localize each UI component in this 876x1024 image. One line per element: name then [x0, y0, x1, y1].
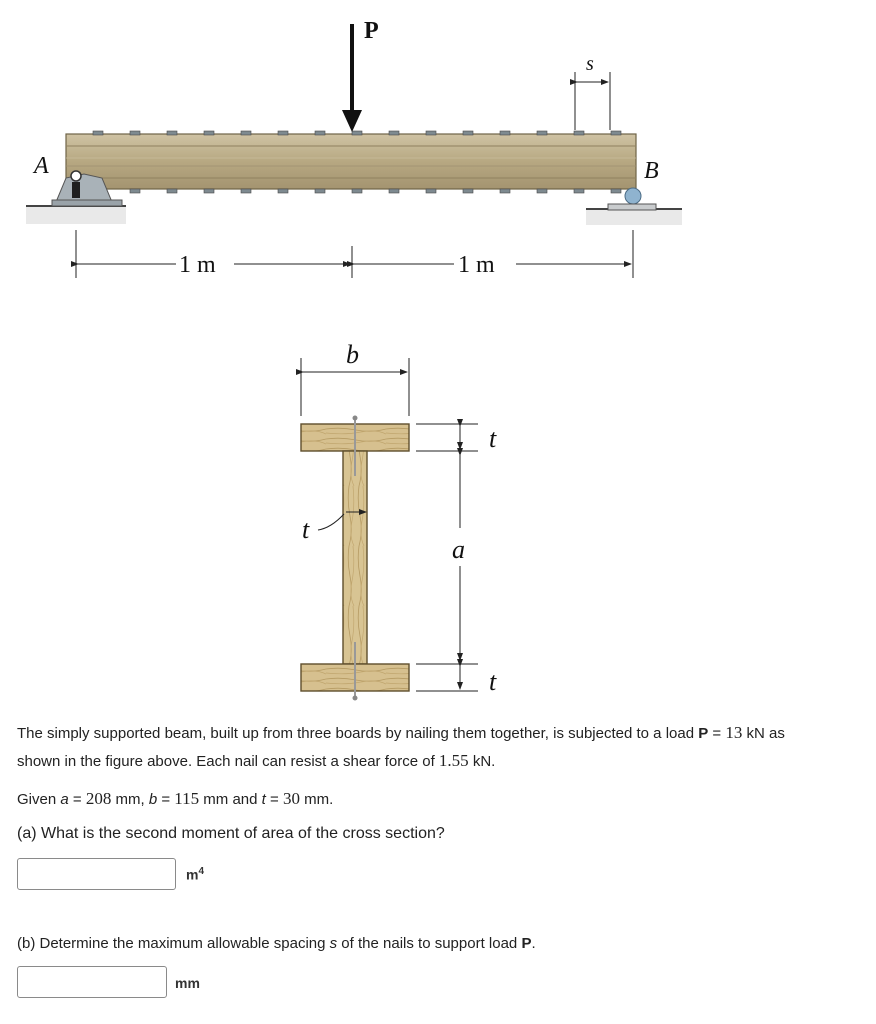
- ground-left: [26, 206, 126, 224]
- part-b-question: (b) Determine the maximum allowable spacing s of the nails to support load P.: [17, 935, 536, 952]
- bottom-flange-thickness-label: t: [489, 667, 497, 696]
- part-a-answer-input[interactable]: [17, 858, 176, 890]
- problem-figure: [26, 6, 690, 710]
- part-a-unit: $m^4$: [186, 866, 205, 883]
- problem-statement-line-1: The simply supported beam, built up from three boards by nailing them together, is subjected to a load P = 13 kN as: [17, 723, 785, 742]
- ground-right: [586, 209, 682, 225]
- top-flange-thickness-label: t: [489, 424, 497, 453]
- part-a-question: (a) What is the second moment of area of the cross section?: [17, 825, 445, 842]
- nail-capacity-value: 1.55: [438, 751, 469, 770]
- spacing-label: s: [586, 53, 594, 75]
- load-label: P: [364, 18, 379, 44]
- part-b-answer-input[interactable]: [17, 966, 167, 998]
- nail-head: [241, 189, 251, 193]
- load-arrow-p: [342, 24, 362, 132]
- support-label-b: B: [644, 158, 659, 184]
- span-dimension: [76, 230, 633, 278]
- nail-head: [500, 189, 510, 193]
- nail-head: [611, 131, 621, 135]
- nail-head: [130, 189, 140, 193]
- nail-head: [352, 189, 362, 193]
- spacing-dimension: [575, 72, 610, 130]
- nail-head: [93, 131, 103, 135]
- web-height-label: a: [452, 535, 465, 564]
- b-value: 115: [174, 789, 200, 808]
- nail-head: [315, 189, 325, 193]
- nail-head: [500, 131, 510, 135]
- t-value: 30: [282, 789, 300, 808]
- nail-head: [574, 131, 584, 135]
- nail-head: [352, 131, 362, 135]
- nail-head: [611, 189, 621, 193]
- nail-head: [204, 189, 214, 193]
- nail-head: [574, 189, 584, 193]
- nail-head: [463, 189, 473, 193]
- nail-head: [426, 189, 436, 193]
- height-dimensions: [416, 424, 478, 691]
- a-value: 208: [85, 789, 112, 808]
- span-label-right: 1 m: [458, 252, 495, 278]
- span-label-left: 1 m: [179, 252, 216, 278]
- nail-head: [167, 189, 177, 193]
- nail-head: [315, 131, 325, 135]
- load-value: 13: [725, 723, 743, 742]
- nail-head: [278, 189, 288, 193]
- nail-head: [537, 131, 547, 135]
- beam: [66, 134, 636, 189]
- nail-head: [130, 131, 140, 135]
- load-symbol: P: [698, 725, 709, 742]
- nail-head: [167, 131, 177, 135]
- problem-statement-line-2: shown in the figure above. Each nail can resist a shear force of 1.55 kN.: [17, 751, 496, 770]
- web-thickness-label: t: [302, 515, 310, 544]
- nail-head: [278, 131, 288, 135]
- nail-head: [389, 131, 399, 135]
- given-values: Given a = 208 mm, b = 115 mm and t = 30 mm.: [17, 789, 334, 808]
- width-label: b: [346, 340, 359, 369]
- nail-head: [463, 131, 473, 135]
- nail-head: [426, 131, 436, 135]
- nail-head: [389, 189, 399, 193]
- support-label-a: A: [34, 153, 49, 179]
- nail-head: [241, 131, 251, 135]
- nail-head: [537, 189, 547, 193]
- part-b-unit: mm: [175, 975, 200, 991]
- i-section: [301, 416, 409, 701]
- nail-head: [204, 131, 214, 135]
